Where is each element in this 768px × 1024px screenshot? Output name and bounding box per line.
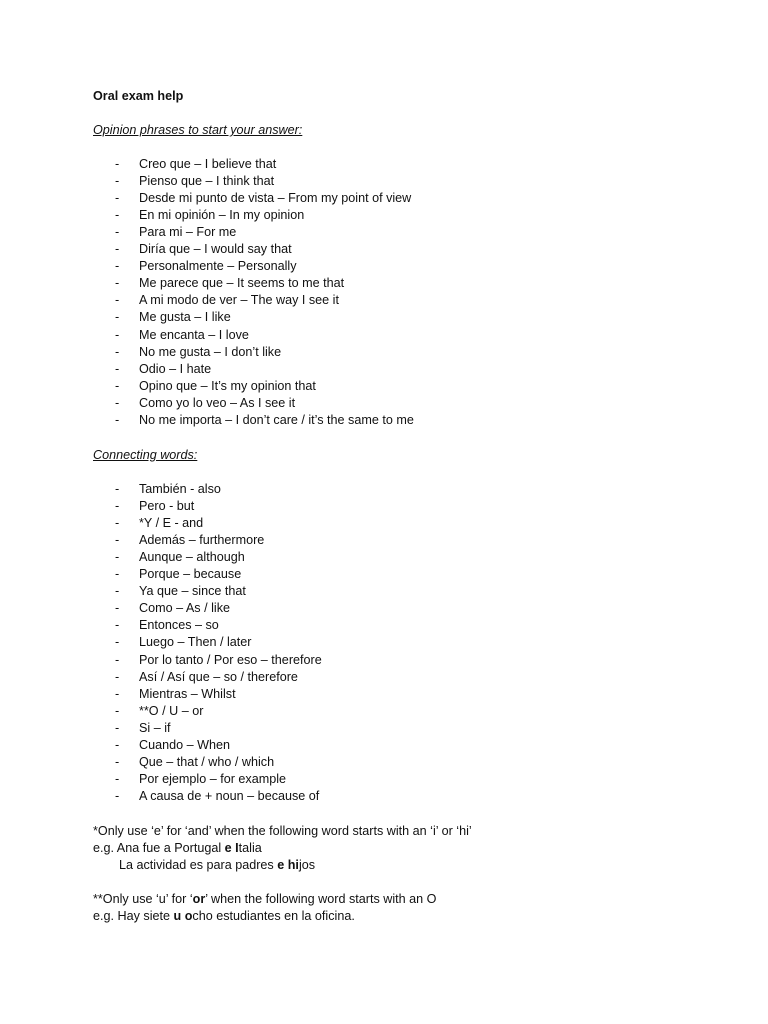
connecting-item xyxy=(115,617,219,634)
opinion-item xyxy=(115,207,304,224)
opinion-item-text: Desde mi punto de vista – From my point of view xyxy=(139,191,412,206)
list-bullet-dash: - xyxy=(115,550,120,565)
list-bullet-dash: - xyxy=(115,567,120,582)
list-bullet-dash: - xyxy=(115,191,120,206)
connecting-item xyxy=(115,686,236,703)
connecting-item-text: Aunque – although xyxy=(139,550,245,565)
list-bullet-dash: - xyxy=(115,516,120,531)
list-bullet-dash: - xyxy=(115,584,120,599)
opinion-item-text: Personalmente – Personally xyxy=(139,259,297,274)
opinion-item xyxy=(115,309,231,326)
connecting-item-text: Luego – Then / later xyxy=(139,635,252,650)
connecting-item xyxy=(115,703,203,720)
note-e-example-1-bold: e I xyxy=(224,841,239,855)
list-bullet-dash: - xyxy=(115,601,120,616)
connecting-item-text: Por lo tanto / Por eso – therefore xyxy=(139,652,322,667)
list-bullet-dash: - xyxy=(115,669,120,684)
connecting-item xyxy=(115,669,298,686)
list-bullet-dash: - xyxy=(115,703,120,718)
list-bullet-dash: - xyxy=(115,259,120,274)
opinion-item xyxy=(115,327,249,344)
list-bullet-dash: - xyxy=(115,771,120,786)
connecting-item-text: También - also xyxy=(139,482,221,496)
note-e-example-2-pre: La actividad es para padres xyxy=(119,858,278,872)
list-bullet-dash: - xyxy=(115,225,120,240)
connecting-item xyxy=(115,498,194,515)
list-bullet-dash: - xyxy=(115,737,120,752)
connecting-item-text: A causa de + noun – because of xyxy=(139,788,320,803)
connecting-item-text: Mientras – Whilst xyxy=(139,686,236,701)
list-bullet-dash: - xyxy=(115,412,120,427)
connecting-item xyxy=(115,634,252,651)
list-bullet-dash: - xyxy=(115,618,120,633)
connecting-item xyxy=(115,720,171,737)
list-bullet-dash: - xyxy=(115,242,120,257)
opinion-item xyxy=(115,241,292,258)
connecting-item xyxy=(115,788,319,805)
list-bullet-dash: - xyxy=(115,720,120,735)
list-bullet-dash: - xyxy=(115,293,120,308)
opinion-item xyxy=(115,344,281,361)
opinion-heading: Opinion phrases to start your answer: xyxy=(93,123,303,137)
opinion-item-text: Opino que – It’s my opinion that xyxy=(139,378,316,393)
opinion-item xyxy=(115,378,316,395)
opinion-item xyxy=(115,292,339,309)
connecting-item-text: Pero - but xyxy=(139,499,195,514)
connecting-item xyxy=(115,515,203,532)
opinion-item xyxy=(115,275,344,292)
opinion-item xyxy=(115,258,297,275)
connecting-item-text: Como – As / like xyxy=(139,601,230,616)
connecting-item xyxy=(115,737,230,754)
connecting-item-text: Además – furthermore xyxy=(139,533,265,548)
list-bullet-dash: - xyxy=(115,327,120,342)
connecting-item-text: Ya que – since that xyxy=(139,584,246,599)
list-bullet-dash: - xyxy=(115,754,120,769)
note-e-example-1-pre: e.g. Ana fue a Portugal xyxy=(93,841,225,855)
list-bullet-dash: - xyxy=(115,174,120,189)
note-u-example-bold: u o xyxy=(173,909,193,923)
connecting-item xyxy=(115,549,245,566)
note-u-example-post: cho estudiantes en la oficina. xyxy=(192,909,355,923)
connecting-item xyxy=(115,652,322,669)
list-bullet-dash: - xyxy=(115,499,120,514)
opinion-item-text: Como yo lo veo – As I see it xyxy=(139,395,296,410)
opinion-item xyxy=(115,395,295,412)
connecting-item xyxy=(115,771,286,788)
opinion-item-text: No me gusta – I don’t like xyxy=(139,344,282,359)
connecting-item-text: Porque – because xyxy=(139,567,242,582)
list-bullet-dash: - xyxy=(115,788,120,803)
connecting-item-text: Entonces – so xyxy=(139,618,219,633)
opinion-item-text: Para mi – For me xyxy=(139,225,237,240)
document-title: Oral exam help xyxy=(93,89,184,103)
opinion-item-text: Pienso que – I think that xyxy=(139,174,275,189)
opinion-item-text: Creo que – I believe that xyxy=(139,157,277,171)
note-u-rule xyxy=(93,891,436,908)
connecting-item-text: Si – if xyxy=(139,720,171,735)
opinion-item-text: Me parece que – It seems to me that xyxy=(139,276,345,291)
connecting-item xyxy=(115,754,274,771)
note-u-example-pre: e.g. Hay siete xyxy=(93,909,174,923)
note-e-example-2-bold: e hi xyxy=(277,858,299,872)
opinion-item-text: Me gusta – I like xyxy=(139,310,231,325)
note-e-rule: *Only use ‘e’ for ‘and’ when the following word starts with an ‘i’ or ‘hi’ xyxy=(93,824,472,838)
opinion-item-text: Me encanta – I love xyxy=(139,327,249,342)
list-bullet-dash: - xyxy=(115,686,120,701)
note-e-example-2 xyxy=(119,857,315,874)
note-e-example-2-post: jos xyxy=(298,858,316,872)
note-u-rule-bold: or xyxy=(192,892,206,906)
opinion-item-text: En mi opinión – In my opinion xyxy=(139,208,305,223)
list-bullet-dash: - xyxy=(115,635,120,650)
connecting-item-text: *Y / E - and xyxy=(139,516,204,531)
connecting-heading: Connecting words: xyxy=(93,448,198,462)
opinion-item-text: Diría que – I would say that xyxy=(139,242,292,257)
opinion-item-text: A mi modo de ver – The way I see it xyxy=(139,293,339,308)
note-u-example xyxy=(93,908,355,925)
list-bullet-dash: - xyxy=(115,378,120,393)
note-e-example-1-post: talia xyxy=(238,841,262,855)
connecting-item-text: Que – that / who / which xyxy=(139,754,275,769)
connecting-item xyxy=(115,481,221,498)
list-bullet-dash: - xyxy=(115,395,120,410)
note-u-rule-post: ’ when the following word starts with an O xyxy=(205,892,437,906)
connecting-item-text: **O / U – or xyxy=(139,703,204,718)
opinion-item xyxy=(115,190,411,207)
opinion-item xyxy=(115,156,276,173)
connecting-item xyxy=(115,532,264,549)
connecting-item-text: Así / Así que – so / therefore xyxy=(139,669,298,684)
opinion-item-text: No me importa – I don’t care / it’s the same to me xyxy=(139,412,414,427)
list-bullet-dash: - xyxy=(115,276,120,291)
opinion-item xyxy=(115,361,211,378)
list-bullet-dash: - xyxy=(115,652,120,667)
connecting-item xyxy=(115,583,246,600)
note-u-rule-pre: **Only use ‘u’ for ‘ xyxy=(93,892,193,906)
list-bullet-dash: - xyxy=(115,157,120,171)
opinion-item xyxy=(115,224,236,241)
connecting-item xyxy=(115,600,230,617)
connecting-item-text: Por ejemplo – for example xyxy=(139,771,286,786)
list-bullet-dash: - xyxy=(115,533,120,548)
list-bullet-dash: - xyxy=(115,344,120,359)
opinion-item-text: Odio – I hate xyxy=(139,361,212,376)
connecting-item-text: Cuando – When xyxy=(139,737,231,752)
list-bullet-dash: - xyxy=(115,361,120,376)
list-bullet-dash: - xyxy=(115,482,120,496)
connecting-item xyxy=(115,566,241,583)
list-bullet-dash: - xyxy=(115,208,120,223)
list-bullet-dash: - xyxy=(115,310,120,325)
opinion-item xyxy=(115,412,414,429)
opinion-item xyxy=(115,173,274,190)
note-e-example-1 xyxy=(93,840,262,857)
